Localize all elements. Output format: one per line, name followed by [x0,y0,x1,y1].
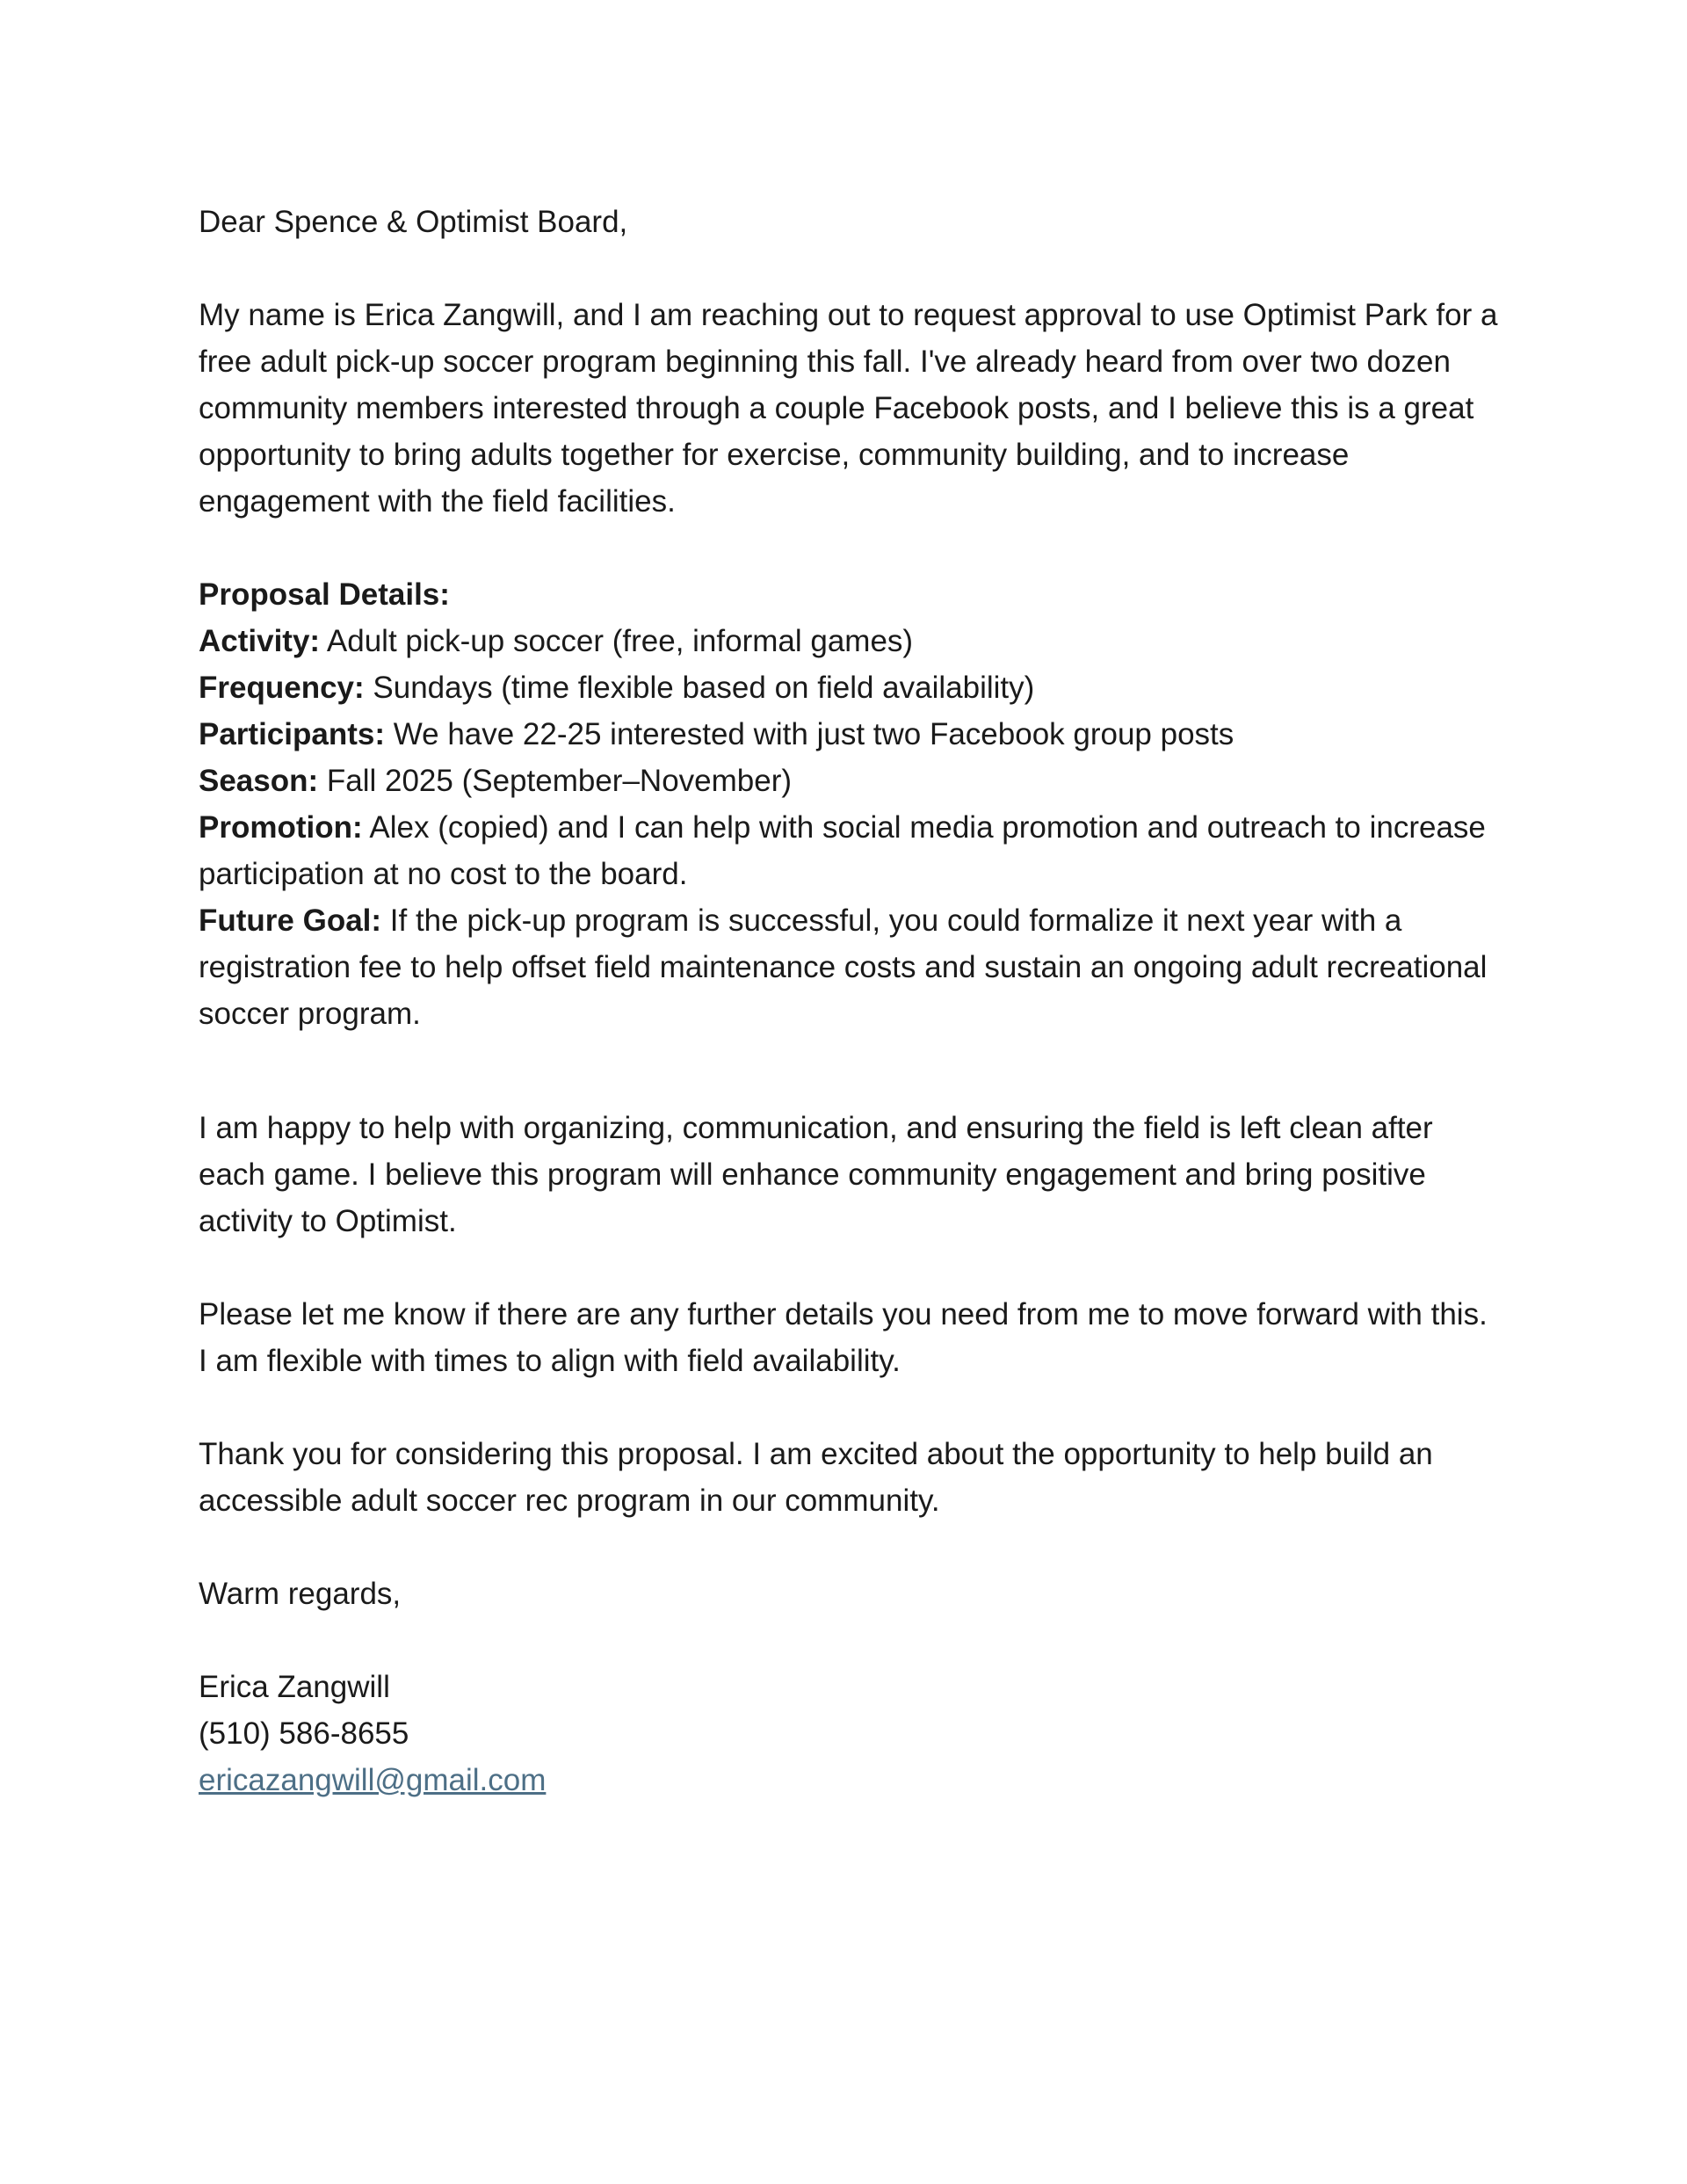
help-paragraph: I am happy to help with organizing, communication, and ensuring the field is left clean after each game. I believe this program will enhance community engagement and bring positive activity to Optimist. [199,1111,1433,1238]
detail-value: If the pick-up program is successful, you could formalize it next year with a registration fee to help offset field maintenance costs and sustain an ongoing adult recreational soccer program. [199,903,1488,1031]
detail-season [199,758,1499,804]
detail-frequency [199,664,1499,711]
detail-label: Promotion: [199,810,363,845]
thanks-paragraph: Thank you for considering this proposal. I am excited about the opportunity to help build an accessible adult soccer rec program in our community. [199,1437,1433,1518]
intro-paragraph: My name is Erica Zangwill, and I am reaching out to request approval to use Optimist Park for a free adult pick-up soccer program beginning this fall. I've already heard from over two dozen community members interested through a couple Facebook posts, and I believe this is a great opportunity to bring adults together for exercise, community building, and to increase engagement with the field facilities. [199,298,1498,519]
detail-promotion [199,804,1499,897]
detail-value: We have 22-25 interested with just two Facebook group posts [385,717,1234,751]
proposal-details-list [199,618,1499,1037]
detail-label: Frequency: [199,671,365,705]
detail-value: Alex (copied) and I can help with social media promotion and outreach to increase participation at no cost to the board. [199,810,1486,891]
detail-activity [199,618,1499,664]
further-details-paragraph: Please let me know if there are any further details you need from me to move forward with this. I am flexible with times to align with field availability. [199,1297,1488,1378]
detail-participants [199,711,1499,758]
salutation: Dear Spence & Optimist Board, [199,205,628,239]
detail-future-goal [199,897,1499,1037]
signature-block [199,1664,1499,1803]
signature-phone: (510) 586-8655 [199,1716,409,1751]
detail-value: Adult pick-up soccer (free, informal games) [320,624,914,658]
detail-value: Sundays (time flexible based on field availability) [364,671,1035,705]
detail-label: Participants: [199,717,385,751]
detail-label: Future Goal: [199,903,382,938]
detail-label: Activity: [199,624,321,658]
proposal-details-heading: Proposal Details: [199,577,450,612]
signature-name: Erica Zangwill [199,1670,390,1704]
closing: Warm regards, [199,1577,402,1611]
detail-label: Season: [199,764,319,798]
detail-value: Fall 2025 (September–November) [318,764,793,798]
signature-email-link[interactable]: ericazangwill@gmail.com [199,1763,547,1797]
letter-body [199,199,1499,1803]
